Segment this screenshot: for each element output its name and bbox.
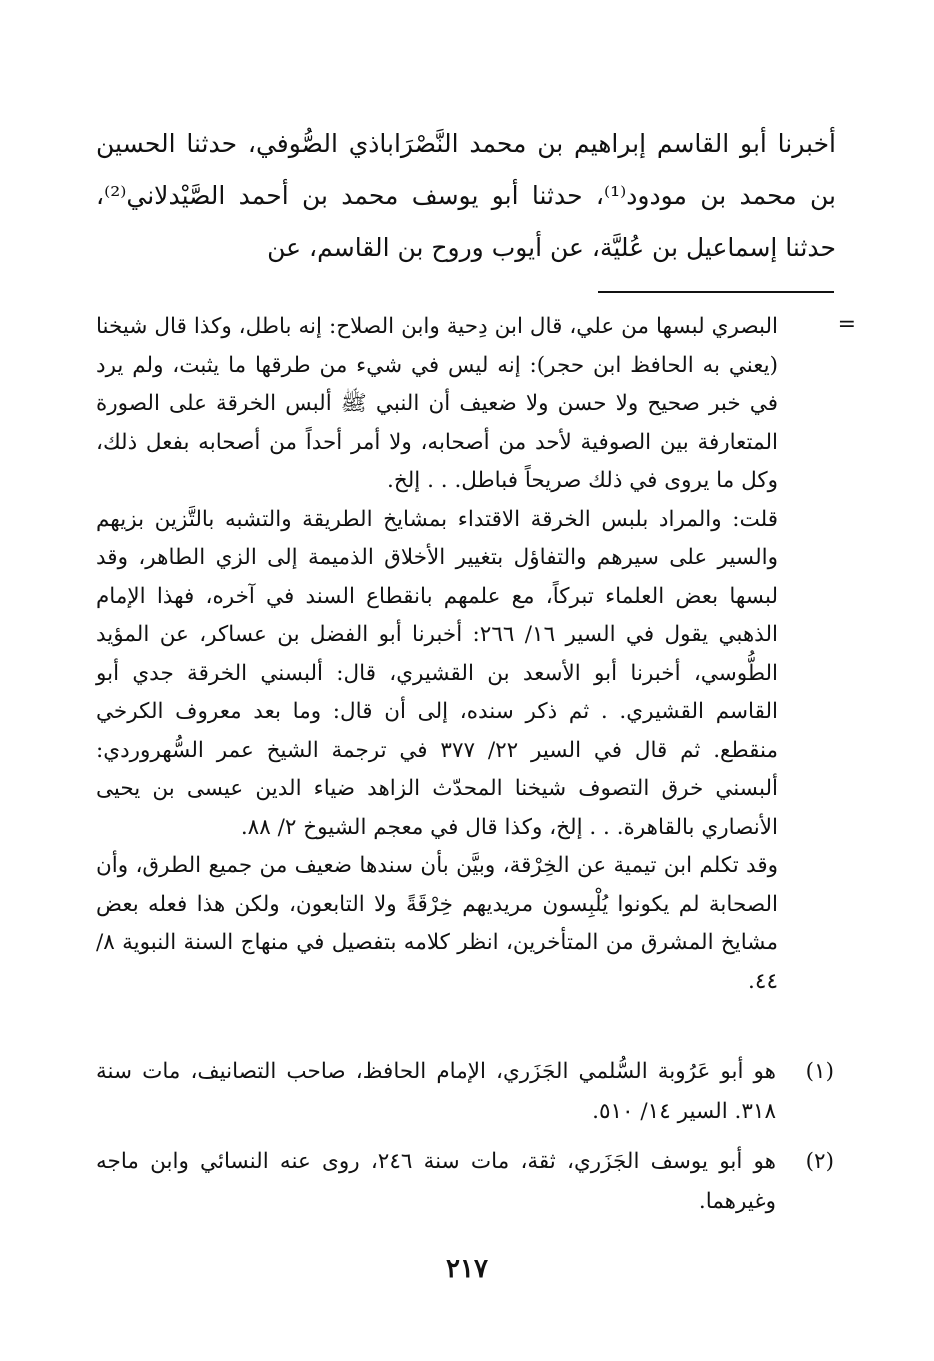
continuation-mark: = (837, 312, 856, 337)
main-text-block (96, 118, 836, 274)
footnote-2 (96, 1142, 834, 1222)
note-paragraph: قلت: والمراد بلبس الخرقة الاقتداء بمشايخ الطريقة والتشبه بالتَّزين بزيهم والسير على سيرهم والتفاؤل بتغيير الأخلاق الذميمة إلى الزي الطاهر، وقد لبسها بعض العلماء تبركاً، مع علمهم بانقطاع السند في آخره، فهذا الإمام الذهبي يقول في السير ١٦/ ٢٦٦: أخبرنا أبو الفضل بن عساكر، عن المؤيد الطُّوسي، أخبرنا أبو الأسعد بن القشيري، قال: ألبسني الخرقة جدي أبو القاسم القشيري. . ثم ذكر سنده، إلى أن قال: وما بعد معروف الكرخي منقطع. ثم قال في السير ٢٢/ ٣٧٧ في ترجمة الشيخ عمر السُّهروردي: ألبسني خرق التصوف شيخنا المحدّث الزاهد ضياء الدين عيسى بن يحيى الأنصاري بالقاهرة. . . إلخ، وكذا قال في معجم الشيوخ ٢/ ٨٨. (96, 506, 778, 840)
footnote-1 (96, 1052, 834, 1132)
continued-footnote-block (96, 308, 778, 1001)
note-paragraph: وقد تكلم ابن تيمية عن الخِرْقة، وبيَّن بأن سندها ضعيف من جميع الطرق، وأن الصحابة لم يكونوا يُلْبِسون مريديهم خِرْقَةً ولا التابعون، ولكن هذا فعله بعض مشايخ المشرق من المتأخرين، انظر كلامه بتفصيل في منهاج السنة النبوية ٨/ ٤٤. (96, 853, 778, 994)
footnote-text: هو أبو يوسف الجَزَري، ثقة، مات سنة ٢٤٦، روى عنه النسائي وابن ماجه وغيرهما. (96, 1149, 776, 1214)
footnote-separator-line (598, 291, 834, 293)
footnote-text: هو أبو عَرُوبة السُّلمي الجَزَري، الإمام الحافظ، صاحب التصانيف، مات سنة ٣١٨. السير ١٤/ ٥١٠. (96, 1059, 776, 1124)
note-paragraph: البصري لبسها من علي، قال ابن دِحية وابن الصلاح: إنه باطل، وكذا قال شيخنا (يعني به الحافظ ابن حجر): إنه ليس في شيء من طرقها ما يثبت، ولم يرد في خبر صحيح ولا حسن ولا ضعيف أن النبي ﷺ ألبس الخرقة على الصورة المتعارفة بين الصوفية لأحد من أصحابه، ولا أمر أحداً من أصحابه بفعل ذلك، وكل ما يروى في ذلك صريحاً فباطل. . . إلخ. (96, 314, 778, 493)
page-number: ٢١٧ (446, 1254, 488, 1284)
footnote-number: (١) (805, 1059, 834, 1084)
footnote-number: (٢) (805, 1149, 834, 1174)
main-paragraph: أخبرنا أبو القاسم إبراهيم بن محمد النَّصْرَاباذي الصُّوفي، حدثنا الحسين بن محمد بن مودود⁽¹⁾، حدثنا أبو يوسف محمد بن أحمد الصَّيْدلاني⁽²⁾، حدثنا إسماعيل بن عُليَّة، عن أيوب وروح بن القاسم، عن (96, 129, 836, 262)
